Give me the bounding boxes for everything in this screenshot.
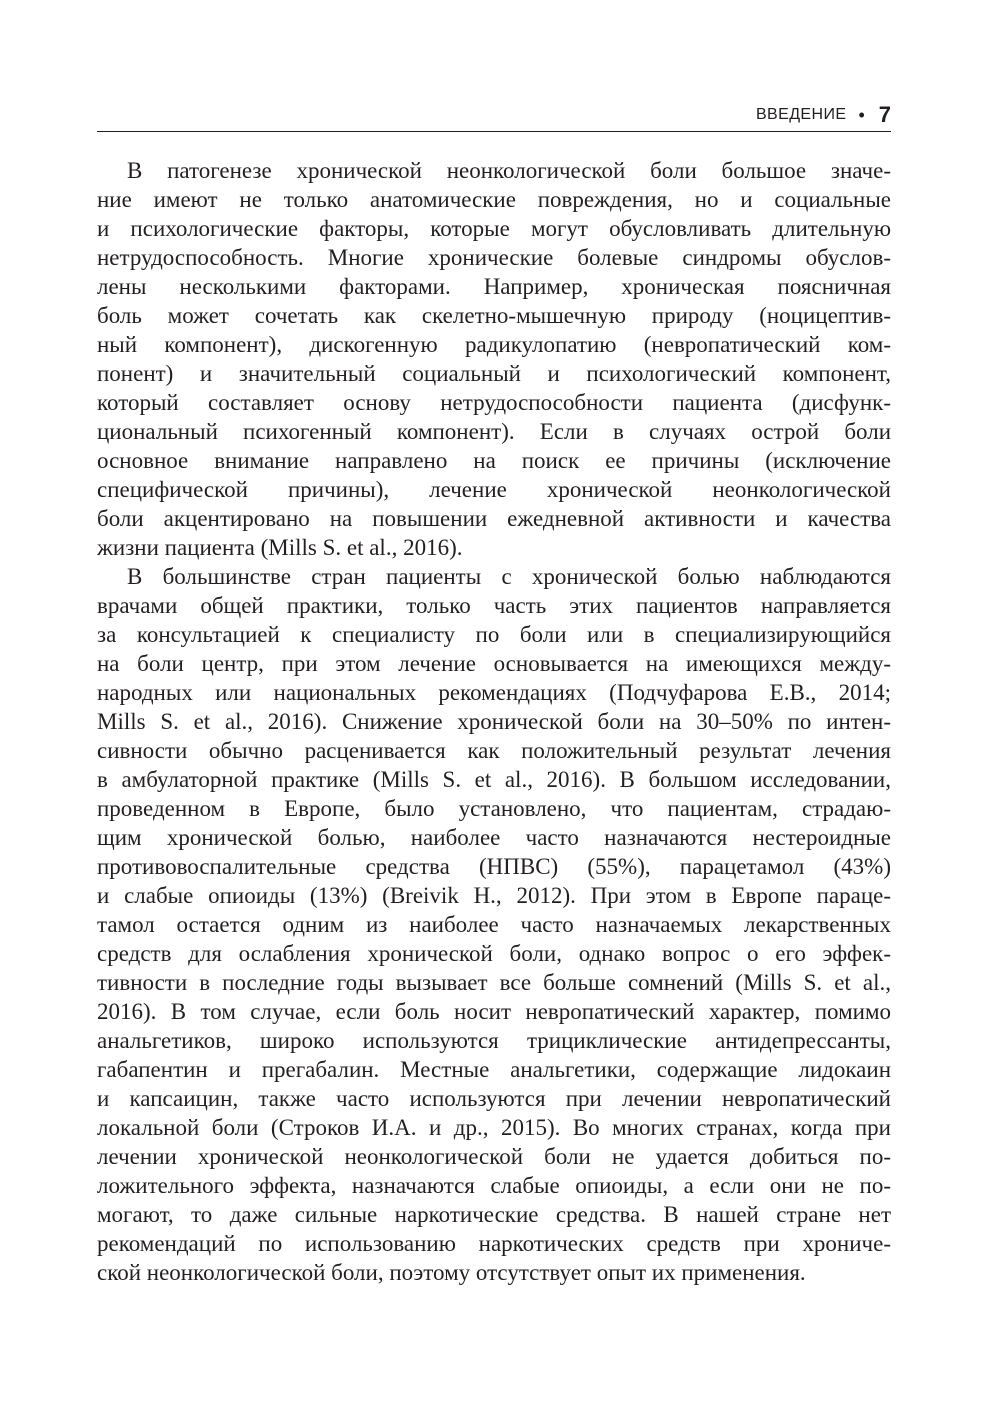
text-line: ный компонент), дискогенную радикулопатию (невропатический ком- xyxy=(97,332,891,357)
text-line: габапентин и прегабалин. Местные анальгетики, содержащие лидокаин xyxy=(97,1057,891,1082)
text-line: противовоспалительные средства (НПВС) (55%), парацетамол (43%) xyxy=(97,854,891,879)
text-line: лены несколькими факторами. Например, хроническая поясничная xyxy=(97,274,891,299)
text-line: жизни пациента (Mills S. et al., 2016). xyxy=(97,535,463,560)
text-line: на боли центр, при этом лечение основывается на имеющихся между- xyxy=(97,651,891,676)
text-line: средств для ослабления хронической боли, однако вопрос о его эффек- xyxy=(97,941,891,966)
header-rule xyxy=(97,131,891,132)
text-line: могают, то даже сильные наркотические средства. В нашей стране нет xyxy=(97,1202,891,1227)
text-line: щим хронической болью, наиболее часто назначаются нестероидные xyxy=(97,825,891,850)
text-line: врачами общей практики, только часть этих пациентов направляется xyxy=(97,593,891,618)
body-text xyxy=(97,156,891,1287)
text-line: основное внимание направлено на поиск ее причины (исключение xyxy=(97,448,891,473)
text-line: понент) и значительный социальный и психологический компонент, xyxy=(97,361,891,386)
text-line: локальной боли (Строков И.А. и др., 2015). Во многих странах, когда при xyxy=(97,1115,891,1140)
text-line: проведенном в Европе, было установлено, что пациентам, страдаю- xyxy=(97,796,891,821)
text-line: ской неонкологической боли, поэтому отсутствует опыт их применения. xyxy=(97,1260,806,1285)
text-line: тивности в последние годы вызывает все больше сомнений (Mills S. et al., xyxy=(97,970,891,995)
text-line: нетрудоспособность. Многие хронические болевые синдромы обуслов- xyxy=(97,245,891,270)
text-line: тамол остается одним из наиболее часто назначаемых лекарственных xyxy=(97,912,891,937)
text-line: В большинстве стран пациенты с хронической болью наблюдаются xyxy=(127,564,891,589)
paragraph xyxy=(97,156,891,562)
text-line: циональный психогенный компонент). Если в случаях острой боли xyxy=(97,419,891,444)
text-line: народных или национальных рекомендациях (Подчуфарова Е.В., 2014; xyxy=(97,680,891,705)
text-line: и капсаицин, также часто используются при лечении невропатический xyxy=(97,1086,891,1111)
text-line: за консультацией к специалисту по боли или в специализирующийся xyxy=(97,622,891,647)
text-line: и слабые опиоиды (13%) (Breivik H., 2012). При этом в Европе параце- xyxy=(97,883,891,908)
text-line: который составляет основу нетрудоспособности пациента (дисфунк- xyxy=(97,390,891,415)
page-number: 7 xyxy=(878,102,891,127)
bullet-separator: • xyxy=(858,104,865,125)
text-line: 2016). В том случае, если боль носит невропатический характер, помимо xyxy=(97,999,891,1024)
running-head xyxy=(97,101,891,129)
text-line: и психологические факторы, которые могут обусловливать длительную xyxy=(97,216,891,241)
text-line: специфической причины), лечение хронической неонкологической xyxy=(97,477,891,502)
text-line: лечении хронической неонкологической боли не удается добиться по- xyxy=(97,1144,891,1169)
text-line: сивности обычно расценивается как положительный результат лечения xyxy=(97,738,891,763)
text-line: ние имеют не только анатомические повреждения, но и социальные xyxy=(97,187,891,212)
text-line: Mills S. et al., 2016). Снижение хронической боли на 30–50% по интен- xyxy=(97,709,891,734)
text-line: В патогенезе хронической неонкологической боли большое значе- xyxy=(127,158,891,183)
text-line: рекомендаций по использованию наркотических средств при хрониче- xyxy=(97,1231,891,1256)
text-line: ложительного эффекта, назначаются слабые опиоиды, а если они не по- xyxy=(97,1173,891,1198)
text-line: боль может сочетать как скелетно-мышечную природу (ноцицептив- xyxy=(97,303,891,328)
paragraph xyxy=(97,562,891,1287)
text-line: боли акцентировано на повышении ежедневной активности и качества xyxy=(97,506,891,531)
text-line: анальгетиков, широко используются трициклические антидепрессанты, xyxy=(97,1028,891,1053)
section-title: ВВЕДЕНИЕ xyxy=(755,106,847,123)
text-line: в амбулаторной практике (Mills S. et al., 2016). В большом исследовании, xyxy=(97,767,891,792)
